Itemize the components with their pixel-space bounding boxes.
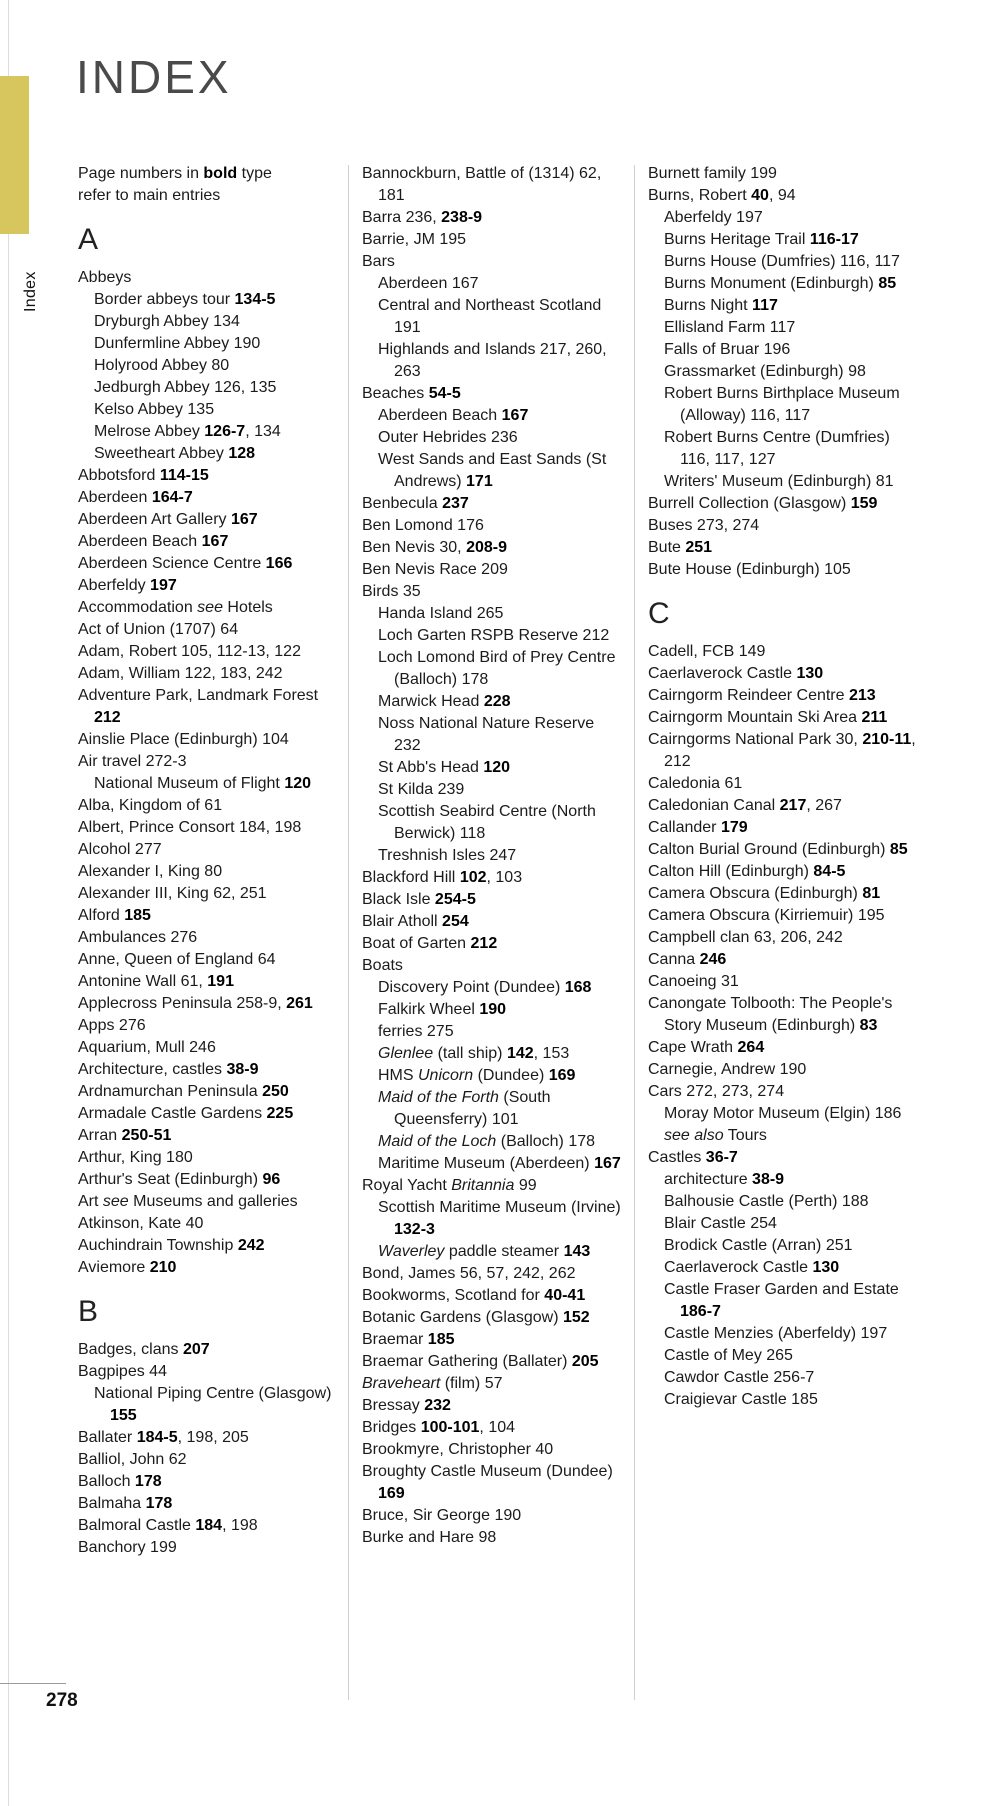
index-entry: Border abbeys tour 134-5 <box>94 291 276 308</box>
index-entry: Castle Fraser Garden and Estate 186-7 <box>664 1281 899 1320</box>
index-entry: Bruce, Sir George 190 <box>362 1507 522 1524</box>
index-entry: Braveheart (film) 57 <box>362 1375 503 1392</box>
index-entry: Calton Burial Ground (Edinburgh) 85 <box>648 841 908 858</box>
index-entry: Kelso Abbey 135 <box>94 401 215 418</box>
index-entry: Discovery Point (Dundee) 168 <box>378 979 592 996</box>
index-entry: Central and Northeast Scotland 191 <box>378 297 602 336</box>
index-entry: Aberfeldy 197 <box>78 577 177 594</box>
index-entry: Moray Motor Museum (Elgin) 186 <box>664 1105 902 1122</box>
index-entry: Anne, Queen of England 64 <box>78 951 276 968</box>
index-entry: Craigievar Castle 185 <box>664 1391 818 1408</box>
index-entry: HMS Unicorn (Dundee) 169 <box>378 1067 576 1084</box>
index-entry: Handa Island 265 <box>378 605 504 622</box>
index-entry: St Abb's Head 120 <box>378 759 511 776</box>
index-entry: Adventure Park, Landmark Forest 212 <box>78 687 319 726</box>
index-entry: Badges, clans 207 <box>78 1341 210 1358</box>
index-entry: Aberdeen 167 <box>378 275 479 292</box>
index-entry: Canongate Tolbooth: The People's Story Museum (Edinburgh) 83 <box>648 995 893 1034</box>
index-entry: Architecture, castles 38-9 <box>78 1061 259 1078</box>
index-entry: Barrie, JM 195 <box>362 231 467 248</box>
index-entry: Alford 185 <box>78 907 151 924</box>
index-entry: Loch Lomond Bird of Prey Centre (Balloch) 178 <box>378 649 616 688</box>
index-entry: Canna 246 <box>648 951 727 968</box>
page-number: 278 <box>46 1690 78 1711</box>
index-entry: Highlands and Islands 217, 260, 263 <box>378 341 607 380</box>
index-entry: see also Tours <box>664 1127 767 1144</box>
index-entry: Arthur's Seat (Edinburgh) 96 <box>78 1171 281 1188</box>
index-entry: Albert, Prince Consort 184, 198 <box>78 819 302 836</box>
index-entry: Scottish Seabird Centre (North Berwick) 118 <box>378 803 596 842</box>
section-letter: C <box>648 597 670 630</box>
index-entry: Cars 272, 273, 274 <box>648 1083 785 1100</box>
index-entry: Maid of the Forth (South Queensferry) 101 <box>378 1089 551 1128</box>
index-entry: Bars <box>362 253 395 270</box>
index-entry: Robert Burns Birthplace Museum (Alloway) 116, 117 <box>664 385 900 424</box>
index-entry: Bressay 232 <box>362 1397 451 1414</box>
index-column-1 <box>78 163 340 1559</box>
index-entry: Aberdeen Art Gallery 167 <box>78 511 258 528</box>
index-entry: Alba, Kingdom of 61 <box>78 797 223 814</box>
index-entry: Caerlaverock Castle 130 <box>648 665 824 682</box>
index-entry: Aberdeen Beach 167 <box>78 533 229 550</box>
section-letter: A <box>78 223 99 256</box>
index-entry: Balhousie Castle (Perth) 188 <box>664 1193 869 1210</box>
page-number-rule <box>0 1683 66 1684</box>
index-entry: Ben Nevis Race 209 <box>362 561 508 578</box>
index-entry: Balloch 178 <box>78 1473 162 1490</box>
page-edge <box>8 0 9 1806</box>
index-entry: Barra 236, 238-9 <box>362 209 483 226</box>
index-entry: Maritime Museum (Aberdeen) 167 <box>378 1155 621 1172</box>
index-entry: Jedburgh Abbey 126, 135 <box>94 379 277 396</box>
index-entry: Bute 251 <box>648 539 713 556</box>
index-entry: Melrose Abbey 126-7, 134 <box>94 423 281 440</box>
index-entry: Burnett family 199 <box>648 165 777 182</box>
index-entry: National Piping Centre (Glasgow) 155 <box>94 1385 332 1424</box>
index-entry: Falls of Bruar 196 <box>664 341 791 358</box>
index-entry: Grassmarket (Edinburgh) 98 <box>664 363 866 380</box>
index-entry: Canoeing 31 <box>648 973 739 990</box>
index-entry: Auchindrain Township 242 <box>78 1237 265 1254</box>
index-entry: Ainslie Place (Edinburgh) 104 <box>78 731 289 748</box>
index-entry: Air travel 272-3 <box>78 753 187 770</box>
index-entry: Blair Castle 254 <box>664 1215 777 1232</box>
index-entry: Sweetheart Abbey 128 <box>94 445 256 462</box>
index-entry: architecture 38-9 <box>664 1171 785 1188</box>
index-entry: Botanic Gardens (Glasgow) 152 <box>362 1309 590 1326</box>
index-entry: Burns House (Dumfries) 116, 117 <box>664 253 900 270</box>
index-entry: Burns Monument (Edinburgh) 85 <box>664 275 897 292</box>
index-entry: Ellisland Farm 117 <box>664 319 796 336</box>
index-entry: Bridges 100-101, 104 <box>362 1419 516 1436</box>
index-entry: Campbell clan 63, 206, 242 <box>648 929 843 946</box>
index-entry: Scottish Maritime Museum (Irvine) 132-3 <box>378 1199 621 1238</box>
index-entry: Boats <box>362 957 403 974</box>
index-entry: Balmaha 178 <box>78 1495 173 1512</box>
index-entry: Cairngorm Mountain Ski Area 211 <box>648 709 888 726</box>
index-entry: Caerlaverock Castle 130 <box>664 1259 840 1276</box>
section-letter: B <box>78 1295 99 1328</box>
index-entry: Burke and Hare 98 <box>362 1529 497 1546</box>
index-entry: Act of Union (1707) 64 <box>78 621 239 638</box>
index-entry: Calton Hill (Edinburgh) 84-5 <box>648 863 846 880</box>
index-entry: Aberfeldy 197 <box>664 209 763 226</box>
index-entry: Alcohol 277 <box>78 841 162 858</box>
index-entry: Bute House (Edinburgh) 105 <box>648 561 851 578</box>
index-entry: Royal Yacht Britannia 99 <box>362 1177 537 1194</box>
index-entry: Burrell Collection (Glasgow) 159 <box>648 495 878 512</box>
index-entry: Cadell, FCB 149 <box>648 643 766 660</box>
index-entry: Boat of Garten 212 <box>362 935 498 952</box>
index-entry: Glenlee (tall ship) 142, 153 <box>378 1045 570 1062</box>
index-entry: Callander 179 <box>648 819 748 836</box>
index-entry: Banchory 199 <box>78 1539 177 1556</box>
bold-type-note: Page numbers in bold type refer to main entries <box>78 165 272 204</box>
index-entry: Art see Museums and galleries <box>78 1193 298 1210</box>
column-divider-2 <box>634 165 635 1700</box>
index-entry: Burns Heritage Trail 116-17 <box>664 231 859 248</box>
index-entry: Marwick Head 228 <box>378 693 511 710</box>
index-entry: Noss National Nature Reserve 232 <box>378 715 595 754</box>
index-entry: Brodick Castle (Arran) 251 <box>664 1237 853 1254</box>
index-entry: Broughty Castle Museum (Dundee) 169 <box>362 1463 613 1502</box>
index-entry: Burns Night 117 <box>664 297 778 314</box>
index-entry: Ardnamurchan Peninsula 250 <box>78 1083 289 1100</box>
index-entry: Benbecula 237 <box>362 495 469 512</box>
index-entry: Caledonian Canal 217, 267 <box>648 797 842 814</box>
index-entry: Abbeys <box>78 269 132 286</box>
index-entry: Aberdeen Beach 167 <box>378 407 529 424</box>
index-entry: Camera Obscura (Edinburgh) 81 <box>648 885 881 902</box>
index-entry: Black Isle 254-5 <box>362 891 476 908</box>
index-entry: Apps 276 <box>78 1017 146 1034</box>
index-entry: Castle of Mey 265 <box>664 1347 793 1364</box>
index-entry: Birds 35 <box>362 583 421 600</box>
index-entry: Antonine Wall 61, 191 <box>78 973 234 990</box>
index-entry: Cawdor Castle 256-7 <box>664 1369 815 1386</box>
index-entry: Accommodation see Hotels <box>78 599 273 616</box>
index-entry: Atkinson, Kate 40 <box>78 1215 204 1232</box>
index-entry: Cairngorms National Park 30, 210-11, 212 <box>648 731 916 770</box>
index-entry: Ballater 184-5, 198, 205 <box>78 1429 249 1446</box>
index-entry: Dunfermline Abbey 190 <box>94 335 261 352</box>
index-entry: Dryburgh Abbey 134 <box>94 313 240 330</box>
index-entry: Camera Obscura (Kirriemuir) 195 <box>648 907 885 924</box>
index-entry: Arran 250-51 <box>78 1127 172 1144</box>
index-entry: Armadale Castle Gardens 225 <box>78 1105 294 1122</box>
index-entry: Brookmyre, Christopher 40 <box>362 1441 554 1458</box>
index-entry: Blair Atholl 254 <box>362 913 469 930</box>
index-entry: Beaches 54-5 <box>362 385 461 402</box>
index-entry: Ben Lomond 176 <box>362 517 484 534</box>
index-entry: Aberdeen Science Centre 166 <box>78 555 293 572</box>
column-divider-1 <box>348 165 349 1700</box>
index-entry: Braemar Gathering (Ballater) 205 <box>362 1353 599 1370</box>
index-entry: Holyrood Abbey 80 <box>94 357 230 374</box>
index-tab <box>0 76 29 234</box>
index-entry: Alexander I, King 80 <box>78 863 223 880</box>
index-entry: Ben Nevis 30, 208-9 <box>362 539 507 556</box>
index-entry: Falkirk Wheel 190 <box>378 1001 507 1018</box>
index-entry: Alexander III, King 62, 251 <box>78 885 267 902</box>
index-entry: Bagpipes 44 <box>78 1363 167 1380</box>
index-column-3 <box>648 163 918 1411</box>
index-entry: Braemar 185 <box>362 1331 455 1348</box>
index-entry: Robert Burns Centre (Dumfries) 116, 117, 127 <box>664 429 890 468</box>
index-entry: Aberdeen 164-7 <box>78 489 193 506</box>
index-entry: Loch Garten RSPB Reserve 212 <box>378 627 610 644</box>
index-entry: Abbotsford 114-15 <box>78 467 209 484</box>
index-entry: West Sands and East Sands (St Andrews) 171 <box>378 451 607 490</box>
index-entry: Treshnish Isles 247 <box>378 847 517 864</box>
index-entry: Bond, James 56, 57, 242, 262 <box>362 1265 576 1282</box>
index-entry: Cape Wrath 264 <box>648 1039 765 1056</box>
index-entry: Ambulances 276 <box>78 929 198 946</box>
index-entry: Aviemore 210 <box>78 1259 177 1276</box>
index-entry: Maid of the Loch (Balloch) 178 <box>378 1133 596 1150</box>
index-entry: Applecross Peninsula 258-9, 261 <box>78 995 313 1012</box>
index-entry: Castles 36-7 <box>648 1149 738 1166</box>
index-entry: Carnegie, Andrew 190 <box>648 1061 807 1078</box>
index-entry: ferries 275 <box>378 1023 454 1040</box>
index-entry: Caledonia 61 <box>648 775 743 792</box>
index-entry: Bannockburn, Battle of (1314) 62, 181 <box>362 165 602 204</box>
index-entry: Writers' Museum (Edinburgh) 81 <box>664 473 894 490</box>
index-entry: National Museum of Flight 120 <box>94 775 312 792</box>
index-entry: Aquarium, Mull 246 <box>78 1039 216 1056</box>
index-entry: Adam, William 122, 183, 242 <box>78 665 283 682</box>
index-entry: Outer Hebrides 236 <box>378 429 518 446</box>
index-entry: Balmoral Castle 184, 198 <box>78 1517 258 1534</box>
index-entry: Burns, Robert 40, 94 <box>648 187 796 204</box>
index-entry: Arthur, King 180 <box>78 1149 193 1166</box>
index-entry: Balliol, John 62 <box>78 1451 187 1468</box>
index-entry: St Kilda 239 <box>378 781 465 798</box>
index-entry: Blackford Hill 102, 103 <box>362 869 523 886</box>
index-entry: Castle Menzies (Aberfeldy) 197 <box>664 1325 888 1342</box>
index-entry: Buses 273, 274 <box>648 517 760 534</box>
index-entry: Waverley paddle steamer 143 <box>378 1243 591 1260</box>
index-entry: Adam, Robert 105, 112-13, 122 <box>78 643 301 660</box>
page-title: INDEX <box>76 51 232 103</box>
index-tab-label: Index <box>22 271 39 312</box>
index-entry: Cairngorm Reindeer Centre 213 <box>648 687 876 704</box>
index-entry: Bookworms, Scotland for 40-41 <box>362 1287 586 1304</box>
index-column-2 <box>362 163 624 1549</box>
